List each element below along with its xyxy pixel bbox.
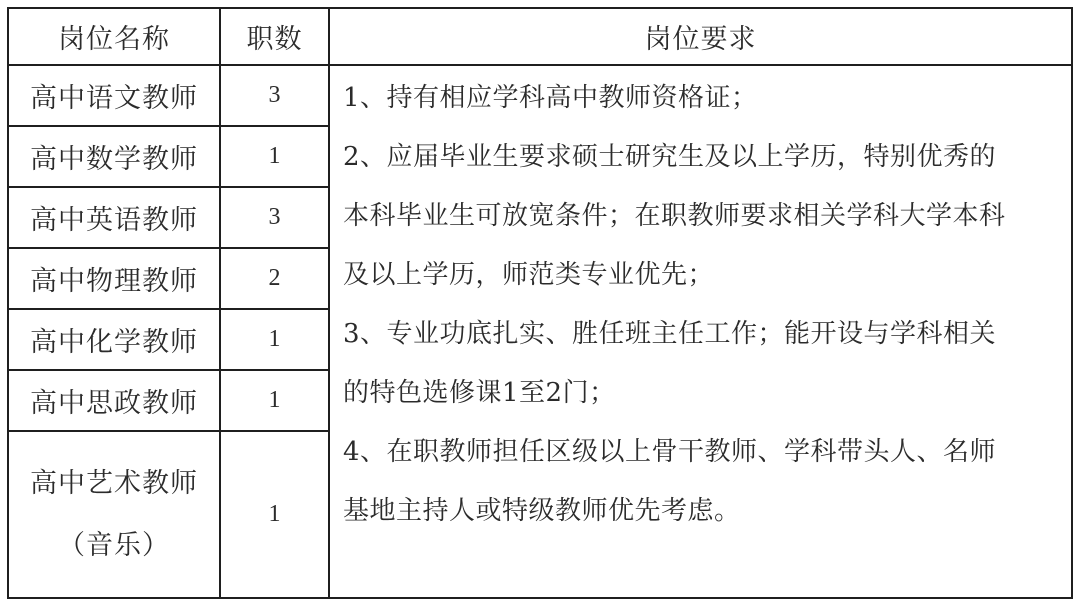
row-name-physics: 高中物理教师 xyxy=(30,266,198,297)
row-count-english: 3 xyxy=(268,204,281,230)
column-divider-count-requirements xyxy=(328,7,330,599)
row-count-arts: 1 xyxy=(268,501,281,527)
row-name-arts-subtitle: （音乐） xyxy=(58,529,170,561)
requirement-line: 及以上学历，师范类专业优先； xyxy=(343,260,715,290)
requirement-line: 1、持有相应学科高中教师资格证； xyxy=(343,83,758,113)
row-count-math: 1 xyxy=(268,143,281,169)
requirement-line: 4、在职教师担任区级以上骨干教师、学科带头人、名师 xyxy=(343,437,997,467)
table-border-bottom xyxy=(7,597,1073,599)
header-count: 职数 xyxy=(246,24,303,55)
row-count-politics: 1 xyxy=(268,387,281,413)
requirement-line: 3、专业功底扎实、胜任班主任工作；能开设与学科相关 xyxy=(343,319,997,349)
row-name-politics: 高中思政教师 xyxy=(30,388,198,419)
requirement-line: 基地主持人或特级教师优先考虑。 xyxy=(343,496,741,526)
row-name-arts xyxy=(9,432,219,597)
row-count-chemistry: 1 xyxy=(268,326,281,352)
row-name-chemistry: 高中化学教师 xyxy=(30,327,198,358)
row-name-arts-title: 高中艺术教师 xyxy=(30,467,198,499)
row-name-english: 高中英语教师 xyxy=(30,205,198,236)
row-count-chinese: 3 xyxy=(268,82,281,108)
table-border-right xyxy=(1071,7,1073,599)
header-requirements: 岗位要求 xyxy=(644,24,757,55)
row-count-physics: 2 xyxy=(268,265,281,291)
requirement-line: 本科毕业生可放宽条件；在职教师要求相关学科大学本科 xyxy=(343,201,1006,231)
row-name-math: 高中数学教师 xyxy=(30,144,198,175)
row-name-chinese: 高中语文教师 xyxy=(30,83,198,114)
requirement-line: 的特色选修课1至2门； xyxy=(343,378,616,408)
header-position-name: 岗位名称 xyxy=(58,24,170,55)
requirement-line: 2、应届毕业生要求硕士研究生及以上学历，特别优秀的 xyxy=(343,142,997,172)
